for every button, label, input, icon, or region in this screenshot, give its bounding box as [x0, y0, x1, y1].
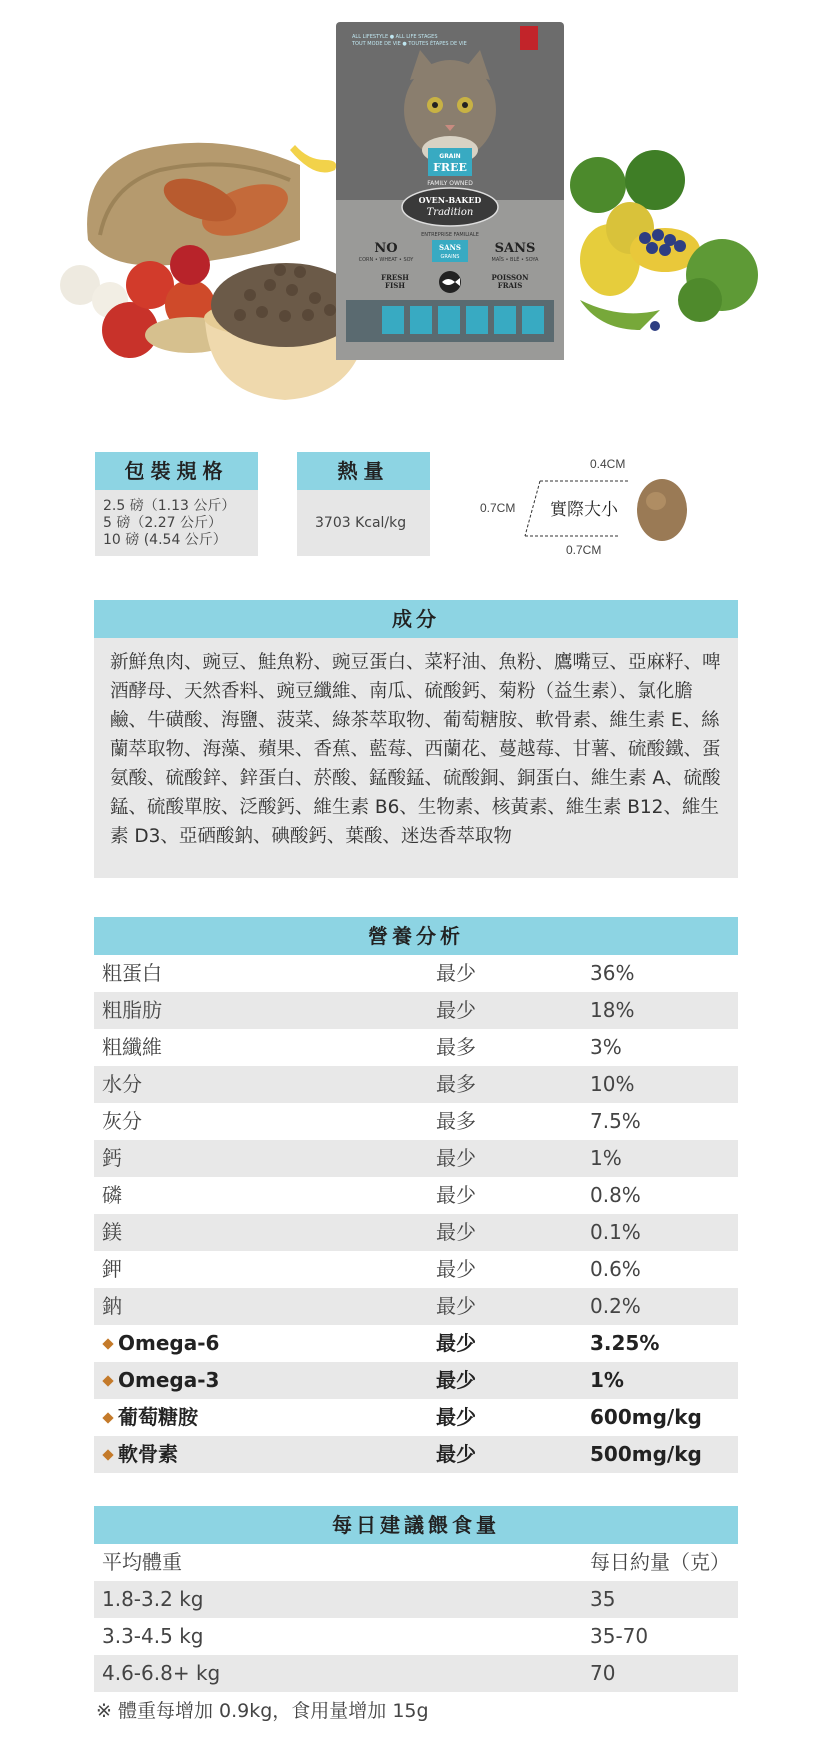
- nutrient-name: 鉀: [102, 1257, 122, 1281]
- ingredients-title: 成分: [94, 600, 738, 638]
- product-bag: [336, 22, 564, 360]
- nutrient-value: 1%: [590, 1146, 622, 1170]
- table-row: [94, 1103, 738, 1140]
- bag-sans-1: SANS: [439, 243, 461, 252]
- packaging-line: 5 磅（2.27 公斤）: [103, 515, 222, 531]
- bag-sans-2: SANS: [494, 241, 536, 256]
- feeding-section: [94, 1506, 738, 1692]
- nutrient-name: 灰分: [102, 1109, 142, 1133]
- bag-free: FREE: [433, 161, 467, 174]
- bag-sans-sub: GRAINS: [440, 254, 460, 260]
- packaging-line: 10 磅 (4.54 公斤）: [103, 532, 227, 548]
- table-row: [94, 1288, 738, 1325]
- nutrient-qualifier: 最多: [436, 1072, 476, 1096]
- packaging-body: [95, 490, 258, 556]
- nutrient-name: 鈉: [102, 1294, 122, 1318]
- diamond-bullet-icon: [102, 1375, 113, 1386]
- bag-top-line-2: TOUT MODE DE VIE ● TOUTES ÉTAPES DE VIE: [352, 41, 467, 47]
- bag-entreprise: ENTREPRISE FAMILIALE: [421, 232, 479, 238]
- table-row: [94, 1140, 738, 1177]
- packaging-title: 包裝規格: [95, 452, 258, 490]
- ingredients-section: [94, 600, 738, 878]
- diamond-bullet-icon: [102, 1449, 113, 1460]
- feeding-weight: 1.8-3.2 kg: [102, 1587, 204, 1611]
- nutrient-name: 鎂: [102, 1220, 122, 1244]
- table-row: [94, 1177, 738, 1214]
- bag-top-line-1: ALL LIFESTYLE ● ALL LIFE STAGES: [352, 34, 438, 40]
- table-row: [94, 992, 738, 1029]
- nutrient-name: 鈣: [102, 1146, 122, 1170]
- nutrient-name: 軟骨素: [118, 1442, 178, 1466]
- nutrient-value: 1%: [590, 1368, 624, 1392]
- nutrient-value: 10%: [590, 1072, 635, 1096]
- nutrient-qualifier: 最少: [436, 1294, 476, 1318]
- feeding-amount: 35: [590, 1587, 616, 1611]
- nutrient-qualifier: 最多: [436, 1109, 476, 1133]
- hero-product-image: [0, 0, 833, 420]
- nutrient-name: 磷: [102, 1183, 122, 1207]
- nutrient-value: 7.5%: [590, 1109, 641, 1133]
- nutrient-qualifier: 最少: [436, 1220, 476, 1244]
- nutrient-value: 0.2%: [590, 1294, 641, 1318]
- table-row: [94, 1029, 738, 1066]
- diamond-bullet-icon: [102, 1338, 113, 1349]
- table-row: [94, 955, 738, 992]
- table-row: [94, 1251, 738, 1288]
- nutrient-name: 粗蛋白: [102, 961, 162, 985]
- packaging-line: 2.5 磅（1.13 公斤）: [103, 498, 236, 514]
- table-row: [94, 1581, 738, 1618]
- table-row: [94, 1214, 738, 1251]
- nutrient-qualifier: 最少: [436, 1368, 476, 1392]
- bag-grain: GRAIN: [439, 153, 461, 160]
- feeding-header-weight: 平均體重: [102, 1550, 182, 1574]
- nutrient-name: 粗纖維: [102, 1035, 162, 1059]
- nutrient-value: 0.6%: [590, 1257, 641, 1281]
- ingredients-text: 新鮮魚肉、豌豆、鮭魚粉、豌豆蛋白、菜籽油、魚粉、鷹嘴豆、亞麻籽、啤酒酵母、天然香料、豌豆纖維、南瓜、硫酸鈣、菊粉（益生素）、氯化膽鹼、牛磺酸、海鹽、菠菜、綠茶萃取物、葡萄糖胺、軟骨素、維生素 E、絲蘭萃取物、海藻、蘋果、香蕉、藍莓、西蘭花、蔓越莓、甘薯、硫酸鐵、蛋氨酸、硫酸鋅、鋅蛋白、菸酸、錳酸錳、硫酸銅、銅蛋白、維生素 A、硫酸錳、硫酸單胺、泛酸鈣、維生素 B6、生物素、核黃素、維生素 B12、維生素 D3、亞硒酸鈉、碘酸鈣、葉酸、迷迭香萃取物: [94, 638, 738, 878]
- feeding-weight: 4.6-6.8+ kg: [102, 1661, 221, 1685]
- calories-spec-box: [297, 452, 430, 556]
- size-left-label: 0.7CM: [480, 501, 516, 515]
- feeding-header-row: [94, 1544, 738, 1581]
- nutrient-qualifier: 最少: [436, 961, 476, 985]
- nutrient-qualifier: 最少: [436, 1183, 476, 1207]
- table-row: [94, 1066, 738, 1103]
- kibble-size-diagram: [480, 455, 690, 555]
- feeding-amount: 35-70: [590, 1624, 649, 1648]
- nutrient-name: Omega-3: [118, 1368, 220, 1392]
- nutrient-name: 水分: [102, 1072, 142, 1096]
- nutrition-title: 營養分析: [94, 917, 738, 955]
- feeding-header-amount: 每日約量（克）: [590, 1550, 730, 1574]
- nutrient-name: 粗脂肪: [102, 998, 162, 1022]
- nutrient-value: 36%: [590, 961, 635, 985]
- nutrient-value: 3%: [590, 1035, 622, 1059]
- size-top-label: 0.4CM: [590, 457, 626, 471]
- nutrient-value: 0.1%: [590, 1220, 641, 1244]
- nutrient-value: 3.25%: [590, 1331, 660, 1355]
- bag-poisson-1: POISSON: [491, 273, 529, 282]
- bag-no-sub: CORN • WHEAT • SOY: [358, 257, 414, 263]
- nutrient-qualifier: 最少: [436, 1331, 476, 1355]
- table-row-highlight: [94, 1362, 738, 1399]
- feeding-amount: 70: [590, 1661, 616, 1685]
- kibble-piece: [637, 479, 687, 541]
- nutrient-value: 18%: [590, 998, 635, 1022]
- nutrient-qualifier: 最少: [436, 1257, 476, 1281]
- calories-title: 熱量: [297, 452, 430, 490]
- feeding-note: ※ 體重每增加 0.9kg，食用量增加 15g: [96, 1700, 429, 1722]
- nutrient-qualifier: 最少: [436, 1442, 476, 1466]
- nutrient-value: 500mg/kg: [590, 1442, 702, 1466]
- size-bottom-label: 0.7CM: [566, 543, 602, 557]
- packaging-spec-box: [95, 452, 258, 556]
- nutrient-value: 600mg/kg: [590, 1405, 702, 1429]
- bag-brand-2: Tradition: [426, 207, 474, 218]
- bag-fresh-1: FRESH: [381, 273, 409, 282]
- nutrient-name: Omega-6: [118, 1331, 220, 1355]
- bag-sans-2-sub: MAÏS • BLÉ • SOYA: [491, 257, 539, 263]
- table-row-highlight: [94, 1436, 738, 1473]
- table-row-highlight: [94, 1399, 738, 1436]
- feeding-title: 每日建議餵食量: [94, 1506, 738, 1544]
- nutrient-qualifier: 最少: [436, 1405, 476, 1429]
- calories-value: 3703 Kcal/kg: [297, 490, 430, 556]
- nutrient-value: 0.8%: [590, 1183, 641, 1207]
- size-actual-label: 實際大小: [550, 500, 618, 519]
- table-row: [94, 1655, 738, 1692]
- nutrient-qualifier: 最少: [436, 1146, 476, 1170]
- table-row-highlight: [94, 1325, 738, 1362]
- bag-fresh-2: FISH: [385, 281, 405, 290]
- bag-brand-1: OVEN-BAKED: [418, 195, 482, 205]
- bag-poisson-2: FRAIS: [497, 281, 523, 290]
- nutrient-name: 葡萄糖胺: [118, 1405, 198, 1429]
- table-row: [94, 1618, 738, 1655]
- nutrient-qualifier: 最多: [436, 1035, 476, 1059]
- diamond-bullet-icon: [102, 1412, 113, 1423]
- bag-family-owned: FAMILY OWNED: [427, 180, 473, 187]
- nutrient-qualifier: 最少: [436, 998, 476, 1022]
- fruit-vegetables-illustration: [570, 150, 758, 331]
- feeding-weight: 3.3-4.5 kg: [102, 1624, 204, 1648]
- bag-no: NO: [374, 241, 398, 256]
- nutrition-section: [94, 917, 738, 1473]
